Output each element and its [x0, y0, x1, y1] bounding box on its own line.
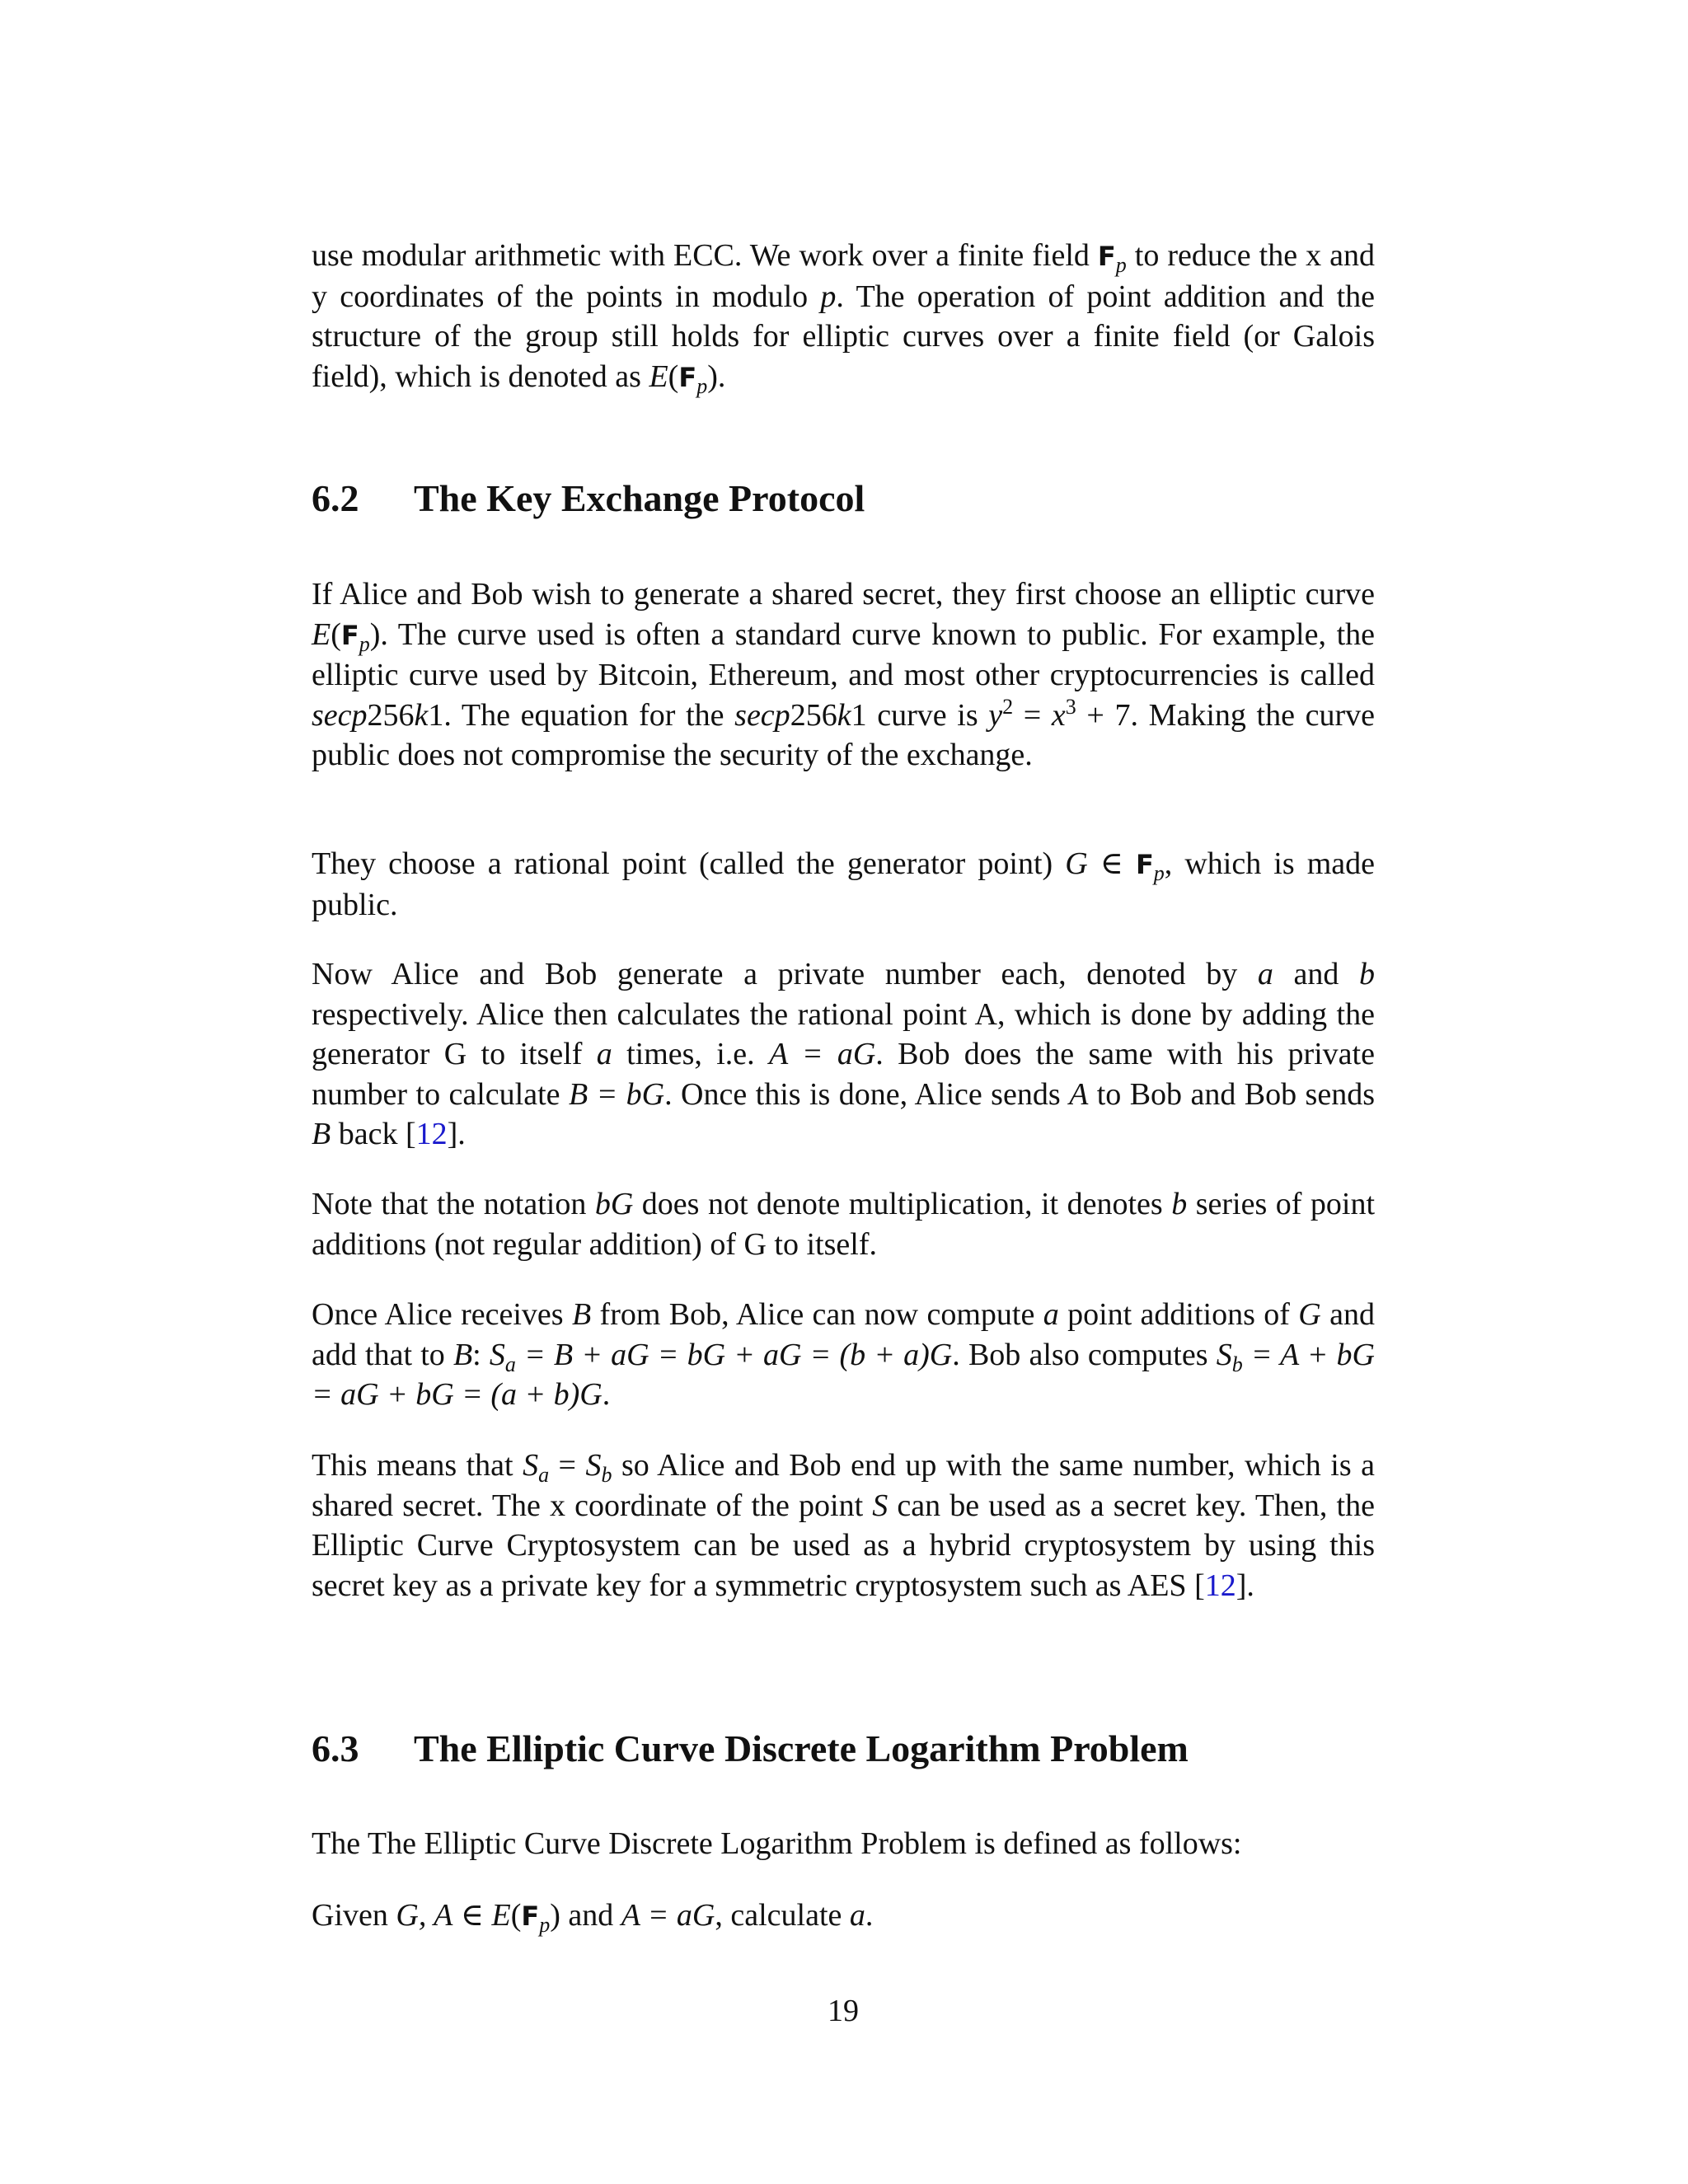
- math-subscript-b: b: [1231, 1352, 1243, 1376]
- math-subscript-p: p: [696, 373, 708, 398]
- math-number: 1: [428, 697, 444, 733]
- text-run: back: [331, 1117, 406, 1151]
- math-var-y: y: [988, 697, 1003, 733]
- text-run: Now Alice and Bob generate a private number each, denoted by: [312, 957, 1258, 991]
- paragraph-curve-choice: [312, 574, 1375, 776]
- math-paren: ): [369, 616, 381, 652]
- text-run: times, i.e.: [612, 1037, 769, 1071]
- math-field-symbol: F: [1135, 849, 1154, 880]
- math-var-S: S: [523, 1448, 539, 1483]
- section-title: The Elliptic Curve Discrete Logarithm Problem: [414, 1727, 1189, 1769]
- text-run: to reduce the x and y coordinates of the points in modulo: [312, 238, 1375, 314]
- text-run: and: [560, 1898, 621, 1933]
- text-run: Given: [312, 1898, 396, 1933]
- punctuation: .: [717, 359, 726, 394]
- math-number: 256: [367, 697, 415, 733]
- math-var-G: G: [1298, 1297, 1321, 1332]
- math-var-E: E: [649, 359, 668, 394]
- text-run: , which is made public.: [312, 846, 1375, 922]
- text-run: , calculate: [715, 1898, 850, 1933]
- math-element-of: ∈: [452, 1898, 492, 1933]
- text-run: They choose a rational point (called the generator point): [312, 846, 1066, 881]
- document-page: [312, 0, 1375, 2184]
- text-run: The The Elliptic Curve Discrete Logarithm Problem is defined as follows:: [312, 1826, 1242, 1861]
- paragraph-intro-continuation: [312, 236, 1375, 397]
- math-expression: bG: [594, 1187, 634, 1221]
- math-subscript-a: a: [538, 1463, 550, 1487]
- math-var-a: a: [1257, 957, 1273, 991]
- text-run: . Bob also computes: [952, 1337, 1217, 1372]
- math-subscript-b: b: [601, 1463, 612, 1487]
- math-expression: = A + bG = aG + bG = (a + b)G: [312, 1337, 1375, 1412]
- math-expression: A = aG: [621, 1898, 715, 1933]
- text-run: . The operation of point addition and the structure of the group still holds for elliptic curves over a finite field (or Galois field), which is denoted as: [312, 279, 1375, 394]
- math-subscript-p: p: [1153, 861, 1165, 885]
- punctuation: .: [1246, 1568, 1254, 1603]
- section-heading-6-3: [312, 1726, 1189, 1772]
- math-subscript-p: p: [539, 1913, 551, 1937]
- text-run: . Bob does the same with his private number to calculate: [312, 1037, 1375, 1112]
- math-var-S: S: [872, 1488, 889, 1523]
- section-heading-6-2: [312, 476, 865, 522]
- text-run: . Making the curve public does not compromise the security of the exchange.: [312, 697, 1376, 772]
- math-number: 1: [851, 697, 867, 733]
- text-run: This means that: [312, 1448, 523, 1483]
- citation-link[interactable]: 12: [1204, 1568, 1236, 1603]
- math-field-symbol: F: [678, 361, 697, 393]
- math-var-B: B: [452, 1337, 473, 1372]
- math-var-E: E: [312, 616, 331, 652]
- math-var-p: p: [820, 279, 837, 314]
- math-var-G: G: [1065, 846, 1088, 881]
- math-secp: secp: [312, 697, 368, 733]
- paragraph-ecdlp-definition: [312, 1824, 1375, 1864]
- punctuation: .: [865, 1898, 874, 1933]
- text-run: point additions of: [1058, 1297, 1299, 1332]
- math-var-S: S: [585, 1448, 602, 1483]
- math-exponent: 3: [1065, 694, 1076, 719]
- math-field-symbol: F: [521, 1900, 540, 1932]
- section-number: 6.2: [312, 477, 359, 519]
- math-var-S: S: [1216, 1337, 1232, 1372]
- math-var-B: B: [571, 1297, 592, 1332]
- section-title: The Key Exchange Protocol: [414, 477, 865, 519]
- text-run: can be used as a secret key. Then, the Elliptic Curve Cryptosystem can be used as a hybrid cryptosystem by using this secret key as a private key for a symmetric cryptosystem such as AES: [312, 1488, 1375, 1603]
- text-run: and add that to: [312, 1297, 1375, 1372]
- math-paren: ): [550, 1898, 560, 1933]
- text-run: does not denote multiplication, it denotes: [633, 1187, 1172, 1221]
- text-run: Once Alice receives: [312, 1297, 572, 1332]
- math-paren: (: [331, 616, 341, 652]
- math-var-x: x: [1051, 697, 1066, 733]
- text-run: and: [1273, 957, 1359, 991]
- paragraph-ecdlp-statement: [312, 1896, 1375, 1937]
- math-expression: B = bG: [568, 1076, 665, 1112]
- math-expression: G, A: [396, 1898, 453, 1933]
- math-paren: (: [510, 1898, 522, 1933]
- text-run: . The curve used is often a standard curve known to public. For example, the elliptic curve used by Bitcoin, Ethereum, and most other cryptocurrencies is called: [312, 616, 1375, 692]
- text-run: :: [472, 1337, 490, 1372]
- text-run: so Alice and Bob end up with the same number, which is a shared secret. The x coordinate of the point: [312, 1448, 1375, 1523]
- math-var-a: a: [1043, 1297, 1059, 1332]
- paragraph-shared-secret: This means that $S_a = S_b$ so Alice and Bob end up with the same number, which is a shared secret. The x coordinate of the point S can be used as a secret key. Then, the Elliptic Curve Cryptosystem can be used as a hybrid cryptosystem by using this secret key as a private key for a symmetric cryptosystem such as AES [12].: [312, 1448, 1375, 1603]
- text-run: If Alice and Bob wish to generate a shared secret, they first choose an elliptic curve: [312, 577, 1375, 612]
- math-var-k: k: [837, 697, 851, 733]
- text-run: from Bob, Alice can now compute: [591, 1297, 1043, 1332]
- math-subscript-a: a: [504, 1352, 516, 1376]
- math-paren: ): [707, 359, 718, 394]
- math-var-a: a: [849, 1898, 865, 1933]
- paragraph-shared-computation: [312, 1295, 1375, 1415]
- section-number: 6.3: [312, 1727, 359, 1769]
- math-var-b: b: [1171, 1187, 1188, 1221]
- text-run: series of point additions (not regular addition) of G to itself.: [312, 1187, 1376, 1262]
- math-equals: =: [549, 1448, 586, 1483]
- math-expression: = B + aG = bG + aG = (b + a)G: [515, 1337, 953, 1372]
- math-field-symbol: F: [1097, 241, 1116, 272]
- text-run: curve is: [866, 697, 989, 733]
- math-var-b: b: [1359, 957, 1375, 991]
- math-var-a: a: [596, 1037, 612, 1071]
- math-subscript-p: p: [1115, 253, 1127, 277]
- math-field-symbol: F: [340, 619, 359, 651]
- text-run: . Once this is done, Alice sends: [664, 1076, 1070, 1112]
- text-run: . The equation for the: [443, 697, 735, 733]
- page-number: 19: [828, 1994, 859, 2028]
- text-run: Note that the notation: [312, 1187, 595, 1221]
- math-var-B: B: [312, 1117, 331, 1151]
- math-equals: =: [1013, 697, 1052, 733]
- text-run: respectively. Alice then calculates the rational point A, which is done by adding the generator G to itself: [312, 996, 1375, 1071]
- paragraph-notation-note: [312, 1184, 1375, 1264]
- text-run: to Bob and Bob sends: [1088, 1076, 1375, 1112]
- math-expression: A = aG: [769, 1037, 876, 1071]
- math-number: 256: [790, 697, 837, 733]
- paragraph-private-numbers: Now Alice and Bob generate a private number each, denoted by a and b respectively. Alice then calculates the rational point A, which is done by adding the generator G to itself a times, i.e. A = aG. Bob does the same with his private number to calculate B = bG. Once this is done, Alice sends A to Bob and Bob sends B back [12].: [312, 957, 1375, 1151]
- text-run: use modular arithmetic with ECC. We work over a finite field: [312, 238, 1098, 273]
- math-exponent: 2: [1002, 694, 1014, 719]
- math-var-k: k: [414, 697, 429, 733]
- math-var-S: S: [489, 1337, 505, 1372]
- punctuation: .: [602, 1377, 611, 1412]
- punctuation: .: [457, 1117, 466, 1151]
- math-constant: + 7: [1076, 697, 1131, 733]
- paragraph-generator-point: [312, 844, 1375, 925]
- math-element-of: ∈: [1087, 846, 1136, 881]
- math-var-A: A: [1069, 1076, 1089, 1112]
- math-paren: (: [668, 359, 679, 394]
- math-secp: secp: [734, 697, 790, 733]
- math-subscript-p: p: [359, 631, 370, 656]
- math-var-E: E: [491, 1898, 511, 1933]
- citation-link[interactable]: 12: [415, 1117, 448, 1151]
